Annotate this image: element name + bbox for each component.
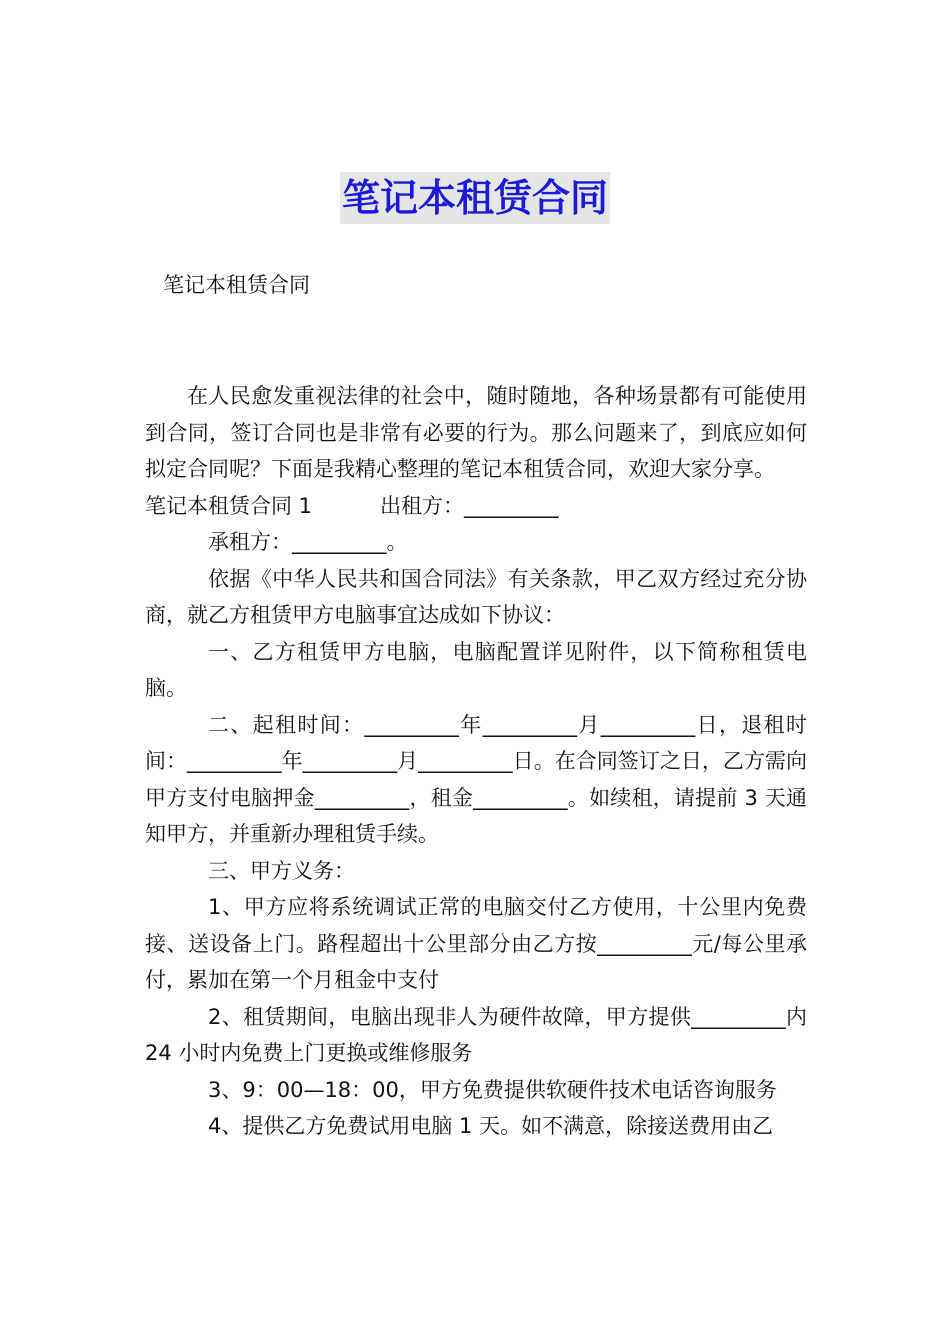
document-title: 笔记本租赁合同 <box>340 172 610 224</box>
intro-paragraph: 在人民愈发重视法律的社会中，随时随地，各种场景都有可能使用到合同，签订合同也是非常有必要的行为。那么问题来了，到底应如何拟定合同呢？下面是我精心整理的笔记本租赁合同，欢迎大家分享。 <box>145 384 807 481</box>
contract-heading-line <box>145 488 807 525</box>
clause-3: 三、甲方义务： <box>208 858 355 883</box>
clause-1: 一、乙方租赁甲方电脑，电脑配置详见附件，以下简称租赁电脑。 <box>145 639 807 700</box>
clause-2: 二、起租时间：_________年_________月_________日，退租时间：_________年_________月_________日。在合同签订之日，乙方需向甲方支付电脑押金_________，租金_________。如续租，请提前 3 天通知甲方，并重新办理租赁手续。 <box>145 712 807 846</box>
lessee-line: 承租方：_________。 <box>208 530 408 554</box>
document-subtitle: 笔记本租赁合同 <box>163 273 310 297</box>
clause-3-item-4: 4、提供乙方免费试用电脑 1 天。如不满意，除接送费用由乙 <box>208 1114 774 1138</box>
basis-paragraph: 依据《中华人民共和国合同法》有关条款，甲乙双方经过充分协商，就乙方租赁甲方电脑事宜达成如下协议： <box>145 566 807 627</box>
clause-3-item-2: 2、租赁期间，电脑出现非人为硬件故障，甲方提供_________内 24 小时内免费上门更换或维修服务 <box>145 1004 807 1065</box>
clause-3-item-3: 3、9：00—18：00，甲方免费提供软硬件技术电话咨询服务 <box>208 1077 777 1102</box>
contract-heading: 笔记本租赁合同 1 <box>145 493 313 518</box>
title-container <box>0 172 950 224</box>
lessor-line: 出租方：_________ <box>380 493 559 518</box>
clause-3-item-1: 1、甲方应将系统调试正常的电脑交付乙方使用，十公里内免费接、送设备上门。路程超出十公里部分由乙方按_________元/每公里承付，累加在第一个月租金中支付 <box>145 895 807 992</box>
document-body <box>145 378 807 1145</box>
